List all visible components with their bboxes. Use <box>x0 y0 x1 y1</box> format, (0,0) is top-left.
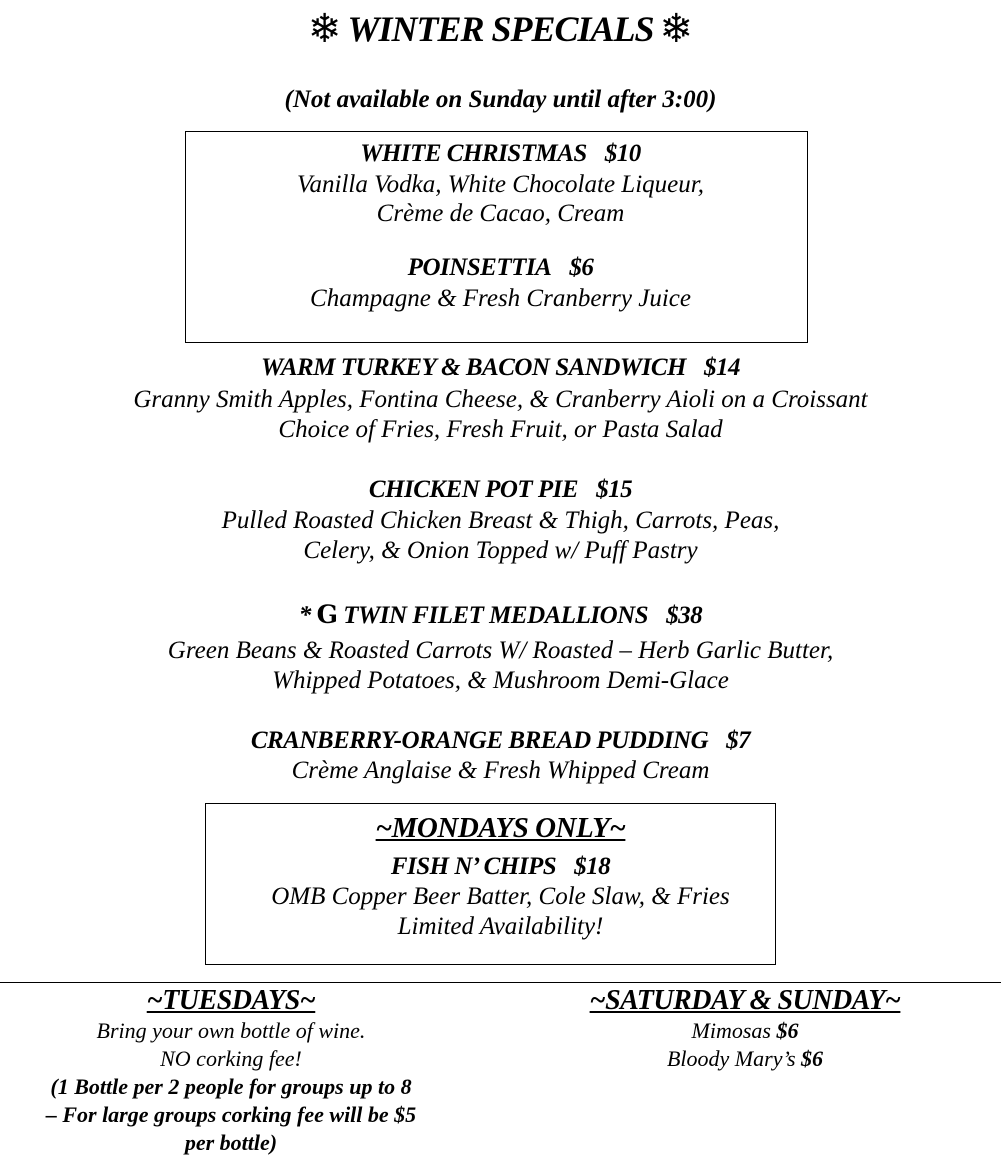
section-divider <box>0 982 1001 983</box>
page-title: WINTER SPECIALS <box>347 9 654 49</box>
menu-item-description: Celery, & Onion Topped w/ Puff Pastry <box>303 537 698 564</box>
menu-item-price: $38 <box>666 602 703 629</box>
weekend-heading: ~SATURDAY & SUNDAY~ <box>589 985 901 1016</box>
availability-note: (Not available on Sunday until after 3:00) <box>284 86 717 113</box>
weekend-price: $6 <box>776 1018 799 1043</box>
menu-item-name: WHITE CHRISTMAS $10 <box>360 140 641 167</box>
menu-item-name: CHICKEN POT PIE $15 <box>368 476 633 503</box>
monday-heading: ~MONDAYS ONLY~ <box>375 812 626 844</box>
menu-item-description: Vanilla Vodka, White Chocolate Liqueur, <box>297 171 704 198</box>
menu-item-description: Choice of Fries, Fresh Fruit, or Pasta Salad <box>278 416 723 443</box>
menu-item-price: $18 <box>574 853 611 880</box>
snowflake-icon: ❄ <box>307 6 342 51</box>
tuesday-note: – For large groups corking fee will be $5 <box>45 1102 417 1127</box>
menu-item-description: Pulled Roasted Chicken Breast & Thigh, Carrots, Peas, <box>221 507 780 534</box>
tuesday-note: per bottle) <box>184 1130 278 1155</box>
tuesday-section <box>0 985 462 1157</box>
menu-item-description: Whipped Potatoes, & Mushroom Demi-Glace <box>272 667 729 694</box>
menu-item-price: $7 <box>726 727 751 754</box>
gluten-free-icon: G <box>316 600 338 629</box>
menu-item-description: Champagne & Fresh Cranberry Juice <box>310 285 691 312</box>
menu-item-description: OMB Copper Beer Batter, Cole Slaw, & Fries <box>271 883 730 910</box>
title-row <box>0 8 1001 50</box>
menu-item-description: Crème Anglaise & Fresh Whipped Cream <box>291 757 710 784</box>
weekend-item: Bloody Mary’s $6 <box>666 1046 824 1071</box>
menu-item-description: Granny Smith Apples, Fontina Cheese, & Cranberry Aioli on a Croissant <box>133 386 868 413</box>
tuesday-line: Bring your own bottle of wine. <box>96 1018 366 1043</box>
weekend-price: $6 <box>801 1046 824 1071</box>
menu-item-name: POINSETTIA $6 <box>407 254 594 281</box>
menu-item-name: WARM TURKEY & BACON SANDWICH $14 <box>261 354 740 381</box>
menu-item-name: * G TWIN FILET MEDALLIONS $38 <box>298 600 703 629</box>
menu-item-price: $15 <box>596 476 633 503</box>
snowflake-icon: ❄ <box>659 6 694 51</box>
tuesday-heading: ~TUESDAYS~ <box>146 985 316 1016</box>
menu-item-description: Crème de Cacao, Cream <box>376 200 625 227</box>
weekend-section <box>490 985 1000 1073</box>
menu-item-name: FISH N’ CHIPS $18 <box>390 853 611 880</box>
menu-item-name: CRANBERRY-ORANGE BREAD PUDDING $7 <box>250 727 751 754</box>
menu-item-price: $10 <box>604 140 641 167</box>
menu-item-price: $6 <box>569 254 594 281</box>
menu-item-description: Limited Availability! <box>397 913 604 940</box>
weekend-item: Mimosas $6 <box>691 1018 799 1043</box>
tuesday-note: (1 Bottle per 2 people for groups up to 8 <box>50 1074 412 1099</box>
menu-item-price: $14 <box>704 354 740 381</box>
tuesday-line: NO corking fee! <box>160 1046 302 1071</box>
menu-item-description: Green Beans & Roasted Carrots W/ Roasted – Herb Garlic Butter, <box>167 637 834 664</box>
